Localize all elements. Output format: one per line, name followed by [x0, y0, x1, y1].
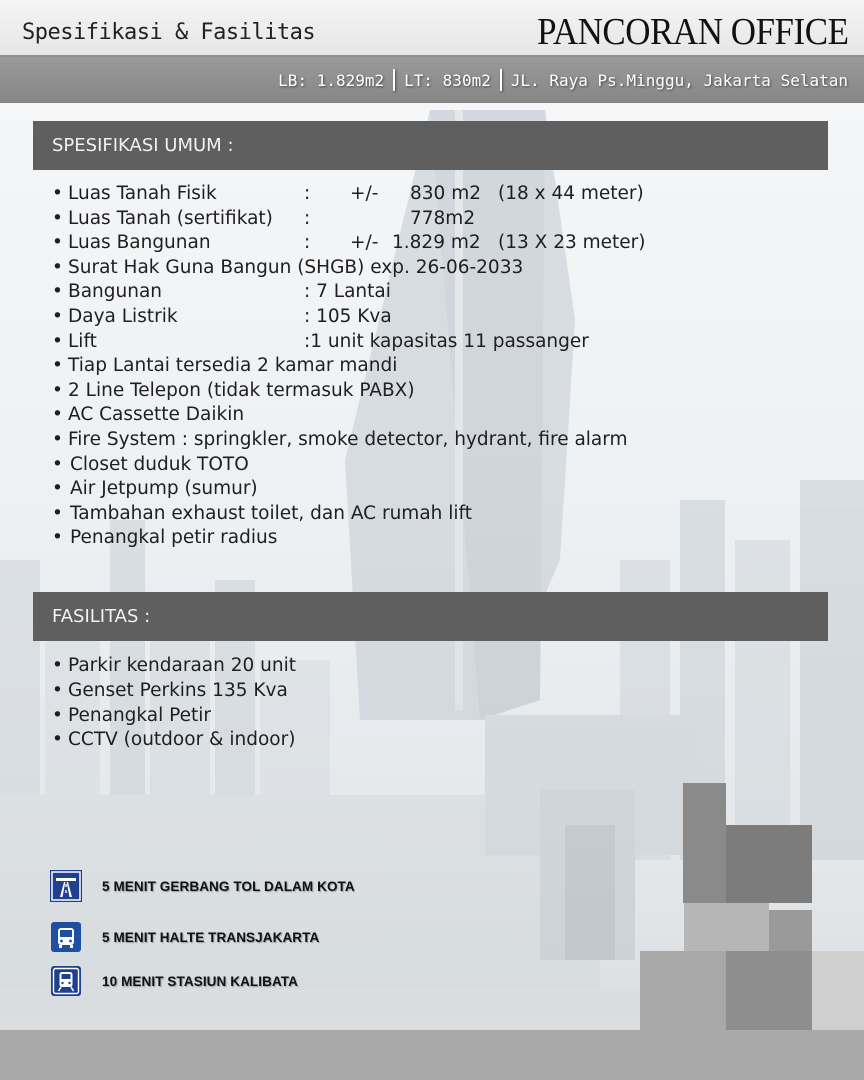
- fasilitas-label: Penangkal Petir: [68, 704, 212, 726]
- spec-label: Fire System : springkler, smoke detector, hydrant, fire alarm: [68, 428, 628, 450]
- list-item: [52, 305, 392, 330]
- info-separator: [500, 69, 502, 91]
- bullet-icon: •: [52, 704, 63, 726]
- list-item: [52, 207, 476, 232]
- property-title: PANCORAN OFFICE: [536, 11, 848, 53]
- spesifikasi-list: [52, 182, 646, 551]
- spec-label: Daya Listrik: [68, 305, 178, 327]
- bullet-icon: •: [52, 281, 63, 303]
- bullet-icon: •: [52, 404, 63, 426]
- bullet-icon: •: [52, 453, 63, 475]
- list-item: [52, 403, 245, 428]
- bullet-icon: •: [52, 527, 63, 549]
- spec-prefix: +/-: [350, 232, 379, 254]
- bullet-icon: •: [52, 355, 63, 377]
- spec-value: : 7 Lantai: [304, 281, 391, 303]
- access-item-train: [50, 965, 298, 997]
- access-text: 10 MENIT STASIUN KALIBATA: [102, 973, 299, 989]
- list-item: [52, 728, 296, 753]
- spec-colon: :: [304, 207, 311, 229]
- spesifikasi-heading: SPESIFIKASI UMUM :: [52, 135, 234, 156]
- list-item: [52, 477, 258, 502]
- spec-label: Luas Tanah (sertifikat): [68, 207, 273, 229]
- section-heading: Spesifikasi & Fasilitas: [22, 20, 316, 45]
- address-text: JL. Raya Ps.Minggu, Jakarta Selatan: [510, 70, 848, 90]
- bullet-icon: •: [52, 502, 63, 524]
- list-item: [52, 231, 646, 256]
- bullet-icon: •: [52, 183, 63, 204]
- list-item: [52, 256, 524, 281]
- spec-label: Lift: [68, 330, 97, 352]
- spec-value: 778m2: [410, 207, 476, 229]
- fasilitas-heading: FASILITAS :: [52, 606, 151, 627]
- land-area-text: LT: 830m2: [404, 70, 491, 90]
- list-item: [52, 704, 296, 729]
- spec-value: : 105 Kva: [304, 305, 392, 327]
- bullet-icon: •: [52, 729, 63, 751]
- list-item: [52, 330, 589, 355]
- info-separator: [393, 69, 395, 91]
- access-item-bus: [50, 921, 319, 953]
- list-item: [52, 502, 472, 527]
- bullet-icon: •: [52, 256, 63, 278]
- fasilitas-heading-bar: [33, 592, 828, 641]
- list-item: [52, 379, 415, 404]
- spec-colon: :: [304, 232, 311, 254]
- spec-label: Closet duduk TOTO: [70, 453, 249, 475]
- property-info: [278, 69, 848, 91]
- spesifikasi-heading-bar: [33, 121, 828, 170]
- spec-label: AC Cassette Daikin: [68, 404, 245, 426]
- spec-label: Bangunan: [68, 281, 163, 303]
- bullet-icon: •: [52, 679, 63, 701]
- bullet-icon: •: [52, 330, 63, 352]
- fasilitas-list: [52, 654, 296, 753]
- fasilitas-label: CCTV (outdoor & indoor): [68, 729, 296, 751]
- bullet-icon: •: [52, 428, 63, 450]
- building-area-text: LB: 1.829m2: [278, 70, 385, 90]
- spec-label: Tiap Lantai tersedia 2 kamar mandi: [68, 355, 398, 377]
- access-text: 5 MENIT GERBANG TOL DALAM KOTA: [102, 878, 355, 894]
- spec-label: Tambahan exhaust toilet, dan AC rumah lift: [70, 502, 472, 524]
- list-item: [52, 453, 249, 478]
- bullet-icon: •: [52, 232, 63, 254]
- footer-bar: [0, 1030, 864, 1080]
- spec-colon: :: [304, 183, 311, 204]
- spec-label: Penangkal petir radius: [70, 527, 278, 549]
- spec-extra: (18 x 44 meter): [498, 183, 644, 204]
- spec-value: 830 m2: [410, 183, 481, 204]
- fasilitas-label: Genset Perkins 135 Kva: [68, 679, 288, 701]
- spec-label: Surat Hak Guna Bangun (SHGB) exp. 26-06-2033: [68, 256, 524, 278]
- access-text: 5 MENIT HALTE TRANSJAKARTA: [102, 929, 320, 945]
- bullet-icon: •: [52, 305, 63, 327]
- list-item: [52, 654, 296, 679]
- spec-label: Air Jetpump (sumur): [70, 478, 258, 500]
- toll-road-icon: [50, 870, 82, 902]
- bullet-icon: •: [52, 655, 63, 676]
- spec-label: Luas Bangunan: [68, 232, 211, 254]
- access-item-toll: [50, 870, 355, 902]
- spec-label: 2 Line Telepon (tidak termasuk PABX): [68, 379, 415, 401]
- train-icon: [50, 965, 82, 997]
- fasilitas-label: Parkir kendaraan 20 unit: [68, 655, 296, 676]
- spec-value: 1.829 m2: [392, 232, 481, 254]
- list-item: [52, 280, 391, 305]
- spec-label: Luas Tanah Fisik: [68, 183, 217, 204]
- list-item: [52, 182, 644, 207]
- spec-extra: (13 X 23 meter): [498, 232, 646, 254]
- spec-prefix: +/-: [350, 183, 379, 204]
- list-item: [52, 526, 278, 551]
- header-divider: [0, 55, 864, 57]
- bullet-icon: •: [52, 379, 63, 401]
- bus-icon: [50, 921, 82, 953]
- list-item: [52, 428, 628, 453]
- list-item: [52, 354, 398, 379]
- list-item: [52, 679, 296, 704]
- spec-value: :1 unit kapasitas 11 passanger: [304, 330, 589, 352]
- bullet-icon: •: [52, 478, 63, 500]
- bullet-icon: •: [52, 207, 63, 229]
